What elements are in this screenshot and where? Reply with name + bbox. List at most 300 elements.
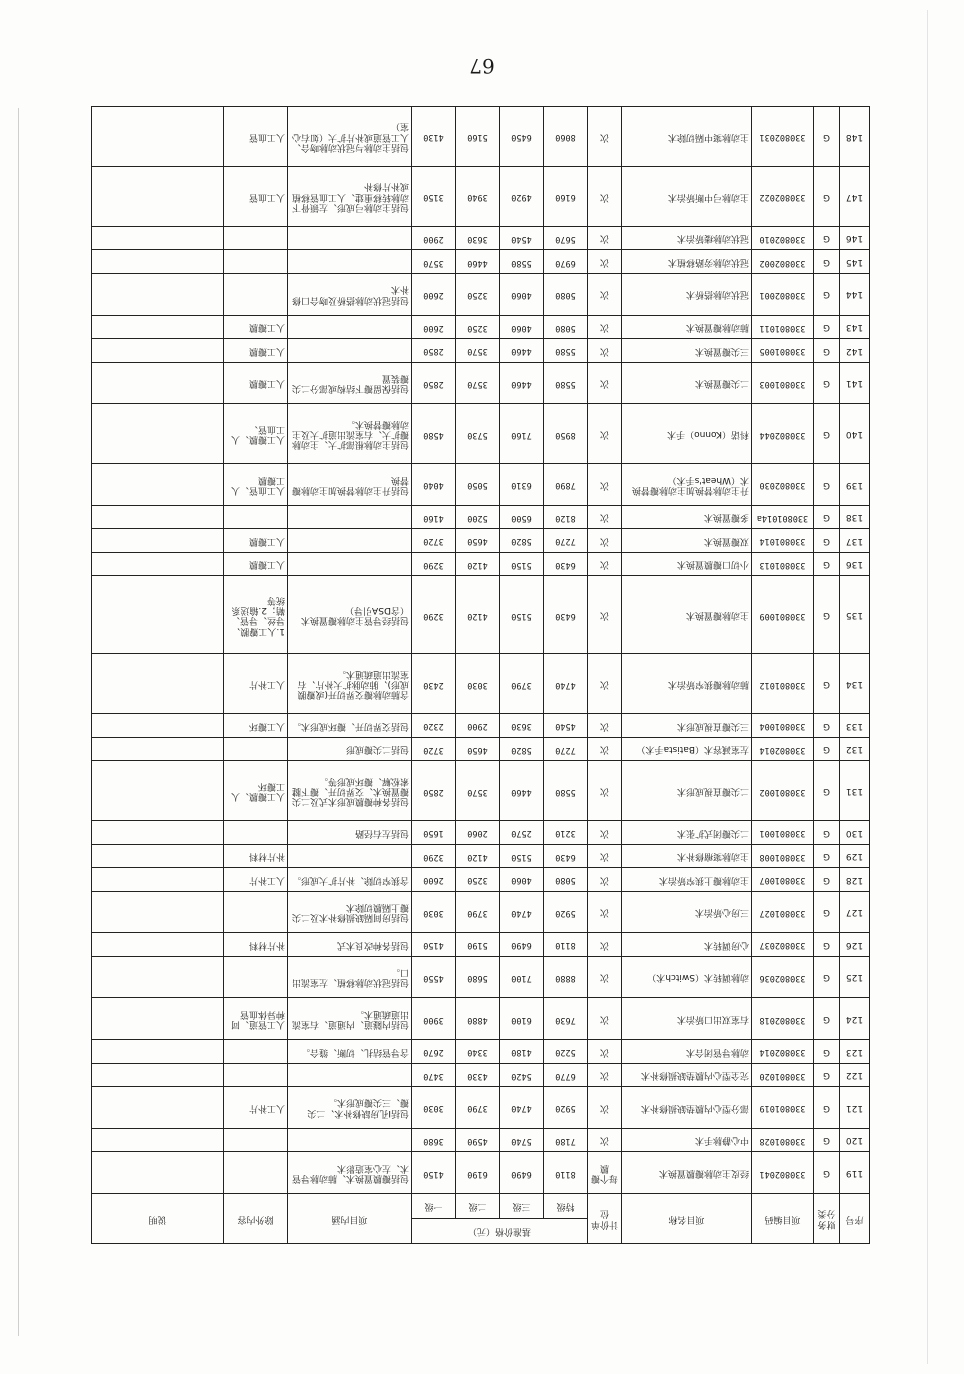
- table-row: [91, 1063, 869, 1086]
- cell-excluded: 人工瓣膜、人工瓣环: [223, 761, 287, 821]
- cell-category: G: [814, 362, 840, 404]
- cell-price-special: 7180: [544, 1128, 588, 1151]
- cell-price-special: 8110: [544, 933, 588, 956]
- cell-price-grade1: 4160: [411, 505, 455, 528]
- cell-excluded: 人工瓣环: [223, 714, 287, 737]
- cell-price-grade2: 4650: [456, 529, 500, 552]
- cell-code: 330801003: [752, 362, 814, 404]
- cell-unit: 次: [588, 1040, 622, 1063]
- cell-category: G: [814, 1128, 840, 1151]
- cell-excluded: 补片材料: [223, 933, 287, 956]
- cell-content: 包括冠状动脉搭桥及吻合口修补术: [287, 273, 411, 315]
- table-row: [91, 576, 869, 654]
- cell-price-grade2: 3250: [456, 315, 500, 338]
- cell-price-special: 5220: [544, 1040, 588, 1063]
- cell-price-grade2: 4120: [456, 552, 500, 575]
- cell-price-grade3: 6310: [500, 464, 544, 506]
- cell-content: [287, 552, 411, 575]
- cell-unit: 次: [588, 891, 622, 933]
- table-body: [91, 107, 869, 1194]
- cell-code: 330801007: [752, 868, 814, 891]
- cell-excluded: 人工瓣膜、人工血管、: [223, 404, 287, 464]
- cell-category: G: [814, 505, 840, 528]
- cell-content: 含肺动脉瓣交界切开(或瓣膜成形)、肺动脉扩大补片、右室流出道疏通术。: [287, 654, 411, 714]
- cell-seq: 134: [840, 654, 870, 714]
- cell-excluded: 人工瓣膜: [223, 529, 287, 552]
- cell-price-special: 4540: [544, 714, 588, 737]
- cell-price-grade3: 5150: [500, 844, 544, 867]
- cell-price-grade2: 3340: [456, 1040, 500, 1063]
- cell-content: 包括房间隔缺损修补术及二尖瓣上隔膜切除术: [287, 891, 411, 933]
- col-excluded: 除外内容: [223, 1194, 287, 1244]
- cell-unit: 次: [588, 404, 622, 464]
- cell-price-special: 3210: [544, 821, 588, 844]
- cell-seq: 126: [840, 933, 870, 956]
- table-row: [91, 1128, 869, 1151]
- cell-price-special: 5580: [544, 362, 588, 404]
- cell-category: G: [814, 167, 840, 227]
- cell-name: 二尖瓣直视成形术: [622, 761, 752, 821]
- cell-excluded: 人工补片: [223, 654, 287, 714]
- cell-name: 小切口瓣膜置换术: [622, 552, 752, 575]
- cell-price-grade2: 3570: [456, 761, 500, 821]
- cell-price-grade2: 3570: [456, 362, 500, 404]
- cell-seq: 124: [840, 998, 870, 1040]
- cell-seq: 133: [840, 714, 870, 737]
- cell-name: 肺动脉瓣置换术: [622, 315, 752, 338]
- cell-category: G: [814, 315, 840, 338]
- cell-code: 330801027: [752, 891, 814, 933]
- table-row: [91, 868, 869, 891]
- cell-price-grade2: 4460: [456, 250, 500, 273]
- cell-price-grade2: 6190: [456, 1152, 500, 1194]
- cell-seq: 146: [840, 226, 870, 249]
- cell-unit: 次: [588, 956, 622, 998]
- cell-unit: 次: [588, 714, 622, 737]
- cell-category: G: [814, 107, 840, 167]
- cell-unit: 次: [588, 505, 622, 528]
- cell-price-special: 8880: [544, 956, 588, 998]
- cell-code: 330802001: [752, 273, 814, 315]
- cell-note: [91, 844, 223, 867]
- cell-unit: 次: [588, 576, 622, 654]
- cell-name: 主动脉弓中断矫治术: [622, 167, 752, 227]
- cell-price-grade1: 2320: [411, 714, 455, 737]
- cell-price-grade2: 4120: [456, 576, 500, 654]
- cell-price-special: 8060: [544, 107, 588, 167]
- cell-price-grade3: 4460: [500, 761, 544, 821]
- cell-note: [91, 821, 223, 844]
- cell-price-grade1: 3030: [411, 1087, 455, 1129]
- cell-note: [91, 273, 223, 315]
- cell-note: [91, 339, 223, 362]
- cell-seq: 143: [840, 315, 870, 338]
- table-row: [91, 273, 869, 315]
- cell-price-grade2: 3790: [456, 891, 500, 933]
- cell-price-grade1: 3570: [411, 250, 455, 273]
- cell-price-grade1: 4130: [411, 107, 455, 167]
- cell-price-grade3: 4920: [500, 167, 544, 227]
- cell-price-special: 6430: [544, 576, 588, 654]
- cell-note: [91, 956, 223, 998]
- cell-unit: 次: [588, 998, 622, 1040]
- cell-code: 330802037: [752, 933, 814, 956]
- cell-price-special: 6770: [544, 1063, 588, 1086]
- cell-price-grade3: 3630: [500, 714, 544, 737]
- cell-content: 包括各种瓣膜成形术式及二尖瓣置换术、交界切开、瓣下腱索松解、瓣环成形等。: [287, 761, 411, 821]
- cell-price-grade3: 4460: [500, 362, 544, 404]
- cell-note: [91, 404, 223, 464]
- cell-unit: 次: [588, 654, 622, 714]
- cell-unit: 次: [588, 273, 622, 315]
- cell-code: 330802041: [752, 1152, 814, 1194]
- cell-content: 包括各种改良术式: [287, 933, 411, 956]
- cell-price-grade1: 3150: [411, 167, 455, 227]
- cell-note: [91, 1152, 223, 1194]
- cell-name: 心房调转术: [622, 933, 752, 956]
- cell-content: 包括保留瓣下结构或部分二尖瓣装置: [287, 362, 411, 404]
- cell-price-grade3: 7160: [500, 404, 544, 464]
- cell-category: G: [814, 821, 840, 844]
- cell-name: 经皮主动脉瓣膜置换术: [622, 1152, 752, 1194]
- cell-content: 含狭窄切除、补片扩大成形。: [287, 868, 411, 891]
- cell-unit: 次: [588, 933, 622, 956]
- cell-price-grade3: 5820: [500, 529, 544, 552]
- table-row: [91, 167, 869, 227]
- cell-excluded: [223, 737, 287, 760]
- cell-price-grade1: 2600: [411, 273, 455, 315]
- table-row: [91, 891, 869, 933]
- cell-price-grade3: 5150: [500, 576, 544, 654]
- table-row: [91, 362, 869, 404]
- cell-price-grade2: 4650: [456, 737, 500, 760]
- cell-name: 主动脉瓣上狭窄矫治术: [622, 868, 752, 891]
- cell-price-grade1: 4150: [411, 1152, 455, 1194]
- cell-category: G: [814, 1087, 840, 1129]
- cell-code: 330802014: [752, 1040, 814, 1063]
- cell-category: G: [814, 933, 840, 956]
- cell-price-special: 5670: [544, 226, 588, 249]
- cell-price-special: 5920: [544, 891, 588, 933]
- cell-category: G: [814, 552, 840, 575]
- cell-content: 包括升主动脉替换加主动脉瓣替换: [287, 464, 411, 506]
- cell-name: 主动脉瓣置换术: [622, 576, 752, 654]
- cell-name: 动脉调转术（Switch术）: [622, 956, 752, 998]
- cell-seq: 136: [840, 552, 870, 575]
- cell-price-grade1: 2670: [411, 1040, 455, 1063]
- cell-name: 右室双出口矫治术: [622, 998, 752, 1040]
- header-row: [91, 1219, 869, 1244]
- cell-note: [91, 1063, 223, 1086]
- table-row: [91, 714, 869, 737]
- cell-name: 主动脉窦中隔切除术: [622, 107, 752, 167]
- cell-price-special: 5920: [544, 1087, 588, 1129]
- cell-price-grade2: 3940: [456, 167, 500, 227]
- cell-seq: 141: [840, 362, 870, 404]
- cell-price-special: 8120: [544, 505, 588, 528]
- cell-price-special: 6430: [544, 552, 588, 575]
- cell-price-grade2: 3250: [456, 273, 500, 315]
- cell-name: 多瓣置换术: [622, 505, 752, 528]
- cell-price-special: 6160: [544, 167, 588, 227]
- table-row: [91, 1040, 869, 1063]
- cell-price-grade1: 4040: [411, 464, 455, 506]
- cell-unit: 次: [588, 1063, 622, 1086]
- cell-content: 包括主动脉弓成形、左锁骨下动脉转移重建、人工血管移植或补片修补: [287, 167, 411, 227]
- cell-price-special: 5580: [544, 761, 588, 821]
- cell-content: 包括冠状动脉移植、左室流出口。: [287, 956, 411, 998]
- cell-unit: 次: [588, 339, 622, 362]
- cell-name: 左室减容术（Batista手术）: [622, 737, 752, 760]
- cell-price-grade3: 4180: [500, 1040, 544, 1063]
- cell-price-grade2: 4590: [456, 1128, 500, 1151]
- cell-price-grade2: 3790: [456, 1087, 500, 1129]
- cell-category: G: [814, 464, 840, 506]
- cell-note: [91, 464, 223, 506]
- cell-price-grade1: 2850: [411, 761, 455, 821]
- cell-content: 包括主动脉与冠状动脉吻合、人工管道或补片扩大（如右心室）: [287, 107, 411, 167]
- cell-seq: 139: [840, 464, 870, 506]
- cell-price-grade2: 3250: [456, 868, 500, 891]
- col-seq: 序号: [840, 1194, 870, 1244]
- cell-code: 330802030: [752, 464, 814, 506]
- cell-price-grade1: 3290: [411, 576, 455, 654]
- cell-code: 330802002: [752, 250, 814, 273]
- cell-content: [287, 529, 411, 552]
- cell-content: 包括内隧道、内通道、右室流出道疏通术。: [287, 998, 411, 1040]
- cell-code: 330801019: [752, 1087, 814, 1129]
- cell-price-grade3: 2570: [500, 821, 544, 844]
- cell-price-grade3: 3790: [500, 654, 544, 714]
- cell-unit: 次: [588, 250, 622, 273]
- col-note: 说明: [91, 1194, 223, 1244]
- cell-code: 330802044: [752, 404, 814, 464]
- table-row: [91, 404, 869, 464]
- cell-code: 330801014: [752, 529, 814, 552]
- cell-excluded: [223, 821, 287, 844]
- cell-category: G: [814, 654, 840, 714]
- table-row: [91, 1087, 869, 1129]
- cell-unit: 次: [588, 167, 622, 227]
- table-row: [91, 1152, 869, 1194]
- cell-excluded: 人工血管: [223, 167, 287, 227]
- cell-excluded: [223, 1063, 287, 1086]
- cell-price-grade3: 5150: [500, 552, 544, 575]
- cell-category: G: [814, 339, 840, 362]
- cell-price-special: 5080: [544, 273, 588, 315]
- col-content: 项目内涵: [287, 1194, 411, 1244]
- cell-price-grade3: 4740: [500, 1087, 544, 1129]
- table-row: [91, 529, 869, 552]
- col-price-group: 基准价格（元）: [411, 1219, 587, 1244]
- cell-seq: 142: [840, 339, 870, 362]
- cell-price-grade2: 4330: [456, 1063, 500, 1086]
- cell-name: 动脉导管闭合术: [622, 1040, 752, 1063]
- cell-price-grade3: 7100: [500, 956, 544, 998]
- cell-note: [91, 737, 223, 760]
- cell-excluded: 人工血管: [223, 107, 287, 167]
- cell-price-grade3: 4060: [500, 315, 544, 338]
- cell-price-grade2: 4880: [456, 998, 500, 1040]
- cell-unit: 次: [588, 821, 622, 844]
- cell-price-grade3: 4060: [500, 868, 544, 891]
- table-row: [91, 464, 869, 506]
- cell-excluded: 人工瓣膜: [223, 362, 287, 404]
- col-unit: 计价单位: [588, 1194, 622, 1244]
- cell-category: G: [814, 250, 840, 273]
- cell-note: [91, 761, 223, 821]
- cell-note: [91, 529, 223, 552]
- cell-price-grade3: 5740: [500, 1128, 544, 1151]
- cell-note: [91, 714, 223, 737]
- cell-unit: 次: [588, 1128, 622, 1151]
- cell-seq: 127: [840, 891, 870, 933]
- cell-content: 包括左右径路: [287, 821, 411, 844]
- cell-code: 330802022: [752, 167, 814, 227]
- cell-excluded: 人工管道、同种异体血管: [223, 998, 287, 1040]
- col-special: 特级: [544, 1194, 588, 1219]
- cell-price-grade1: 3720: [411, 529, 455, 552]
- cell-seq: 137: [840, 529, 870, 552]
- table-row: [91, 505, 869, 528]
- cell-category: G: [814, 868, 840, 891]
- cell-price-grade1: 4150: [411, 933, 455, 956]
- cell-excluded: 补片材料: [223, 844, 287, 867]
- cell-note: [91, 167, 223, 227]
- cell-unit: 次: [588, 362, 622, 404]
- cell-price-grade1: 3470: [411, 1063, 455, 1086]
- cell-price-grade3: 6100: [500, 998, 544, 1040]
- cell-name: 三房心矫治术: [622, 891, 752, 933]
- cell-note: [91, 998, 223, 1040]
- cell-seq: 145: [840, 250, 870, 273]
- cell-unit: 次: [588, 107, 622, 167]
- cell-excluded: 人工补片: [223, 1087, 287, 1129]
- table-row: [91, 737, 869, 760]
- cell-category: G: [814, 956, 840, 998]
- cell-price-grade3: 4460: [500, 339, 544, 362]
- cell-category: G: [814, 844, 840, 867]
- cell-name: 完全型心内膜垫缺损修补术: [622, 1063, 752, 1086]
- cell-price-grade2: 5680: [456, 956, 500, 998]
- cell-note: [91, 552, 223, 575]
- cell-name: 三尖瓣置换术: [622, 339, 752, 362]
- cell-unit: 次: [588, 737, 622, 760]
- cell-price-grade3: 5820: [500, 737, 544, 760]
- cell-price-grade2: 5190: [456, 933, 500, 956]
- cell-note: [91, 933, 223, 956]
- cell-price-grade3: 6500: [500, 505, 544, 528]
- cell-price-grade3: 6490: [500, 933, 544, 956]
- cell-excluded: 人工瓣膜: [223, 552, 287, 575]
- cell-price-grade1: 2600: [411, 868, 455, 891]
- cell-content: 包括二尖瓣成形: [287, 737, 411, 760]
- cell-seq: 128: [840, 868, 870, 891]
- cell-category: G: [814, 1152, 840, 1194]
- cell-note: [91, 226, 223, 249]
- cell-note: [91, 250, 223, 273]
- table-row: [91, 226, 869, 249]
- cell-code: 330801011: [752, 315, 814, 338]
- cell-excluded: 人工血管、人工瓣膜: [223, 464, 287, 506]
- cell-excluded: [223, 250, 287, 273]
- table-row: [91, 250, 869, 273]
- cell-price-special: 8950: [544, 404, 588, 464]
- cell-code: 330801009: [752, 576, 814, 654]
- cell-code: 330801028: [752, 1128, 814, 1151]
- fee-table-rotated: [92, 106, 870, 1244]
- cell-price-grade1: 2430: [411, 654, 455, 714]
- cell-name: 双瓣置换术: [622, 529, 752, 552]
- cell-content: [287, 250, 411, 273]
- cell-price-grade3: 6490: [500, 1152, 544, 1194]
- cell-category: G: [814, 714, 840, 737]
- cell-code: 330801001: [752, 821, 814, 844]
- cell-price-special: 7270: [544, 529, 588, 552]
- cell-category: G: [814, 891, 840, 933]
- cell-unit: 次: [588, 529, 622, 552]
- cell-price-special: 8110: [544, 1152, 588, 1194]
- table-row: [91, 933, 869, 956]
- cell-seq: 120: [840, 1128, 870, 1151]
- cell-content: [287, 315, 411, 338]
- cell-seq: 148: [840, 107, 870, 167]
- cell-price-grade1: 3680: [411, 1128, 455, 1151]
- cell-category: G: [814, 1040, 840, 1063]
- cell-note: [91, 891, 223, 933]
- cell-code: 330801004: [752, 714, 814, 737]
- cell-seq: 132: [840, 737, 870, 760]
- cell-price-grade2: 5730: [456, 404, 500, 464]
- cell-code: 330802014: [752, 737, 814, 760]
- cell-price-special: 7270: [544, 737, 588, 760]
- cell-content: 含导管结扎、切断、缝合。: [287, 1040, 411, 1063]
- cell-price-grade1: 3030: [411, 891, 455, 933]
- cell-excluded: 1.人工瓣膜、导丝、导管、鞘；2.输送系统等: [223, 576, 287, 654]
- col-name: 项目名称: [622, 1194, 752, 1244]
- cell-price-grade2: 5200: [456, 505, 500, 528]
- table-row: [91, 998, 869, 1040]
- cell-content: 包括经导管主动脉瓣置换术（含DSA引导）: [287, 576, 411, 654]
- cell-excluded: [223, 273, 287, 315]
- cell-category: G: [814, 761, 840, 821]
- cell-unit: 次: [588, 1087, 622, 1129]
- cell-price-grade2: 2060: [456, 821, 500, 844]
- cell-note: [91, 1040, 223, 1063]
- col-code: 项目编码: [752, 1194, 814, 1244]
- table-row: [91, 315, 869, 338]
- cell-content: [287, 844, 411, 867]
- cell-seq: 130: [840, 821, 870, 844]
- cell-note: [91, 505, 223, 528]
- medical-fee-table: [91, 106, 870, 1244]
- cell-excluded: [223, 1040, 287, 1063]
- cell-code: 330801002: [752, 761, 814, 821]
- table-row: [91, 107, 869, 167]
- col-grade1: 一级: [411, 1194, 455, 1219]
- cell-price-grade3: 6450: [500, 107, 544, 167]
- cell-price-grade1: 4580: [411, 404, 455, 464]
- cell-code: 330801008: [752, 844, 814, 867]
- cell-unit: 次: [588, 868, 622, 891]
- cell-code: 330801012: [752, 654, 814, 714]
- cell-name: 部分型心内膜垫缺损修补术: [622, 1087, 752, 1129]
- table-row: [91, 844, 869, 867]
- cell-price-grade1: 2900: [411, 226, 455, 249]
- cell-code: 330801005: [752, 339, 814, 362]
- cell-unit: 次: [588, 844, 622, 867]
- cell-price-grade2: 2900: [456, 714, 500, 737]
